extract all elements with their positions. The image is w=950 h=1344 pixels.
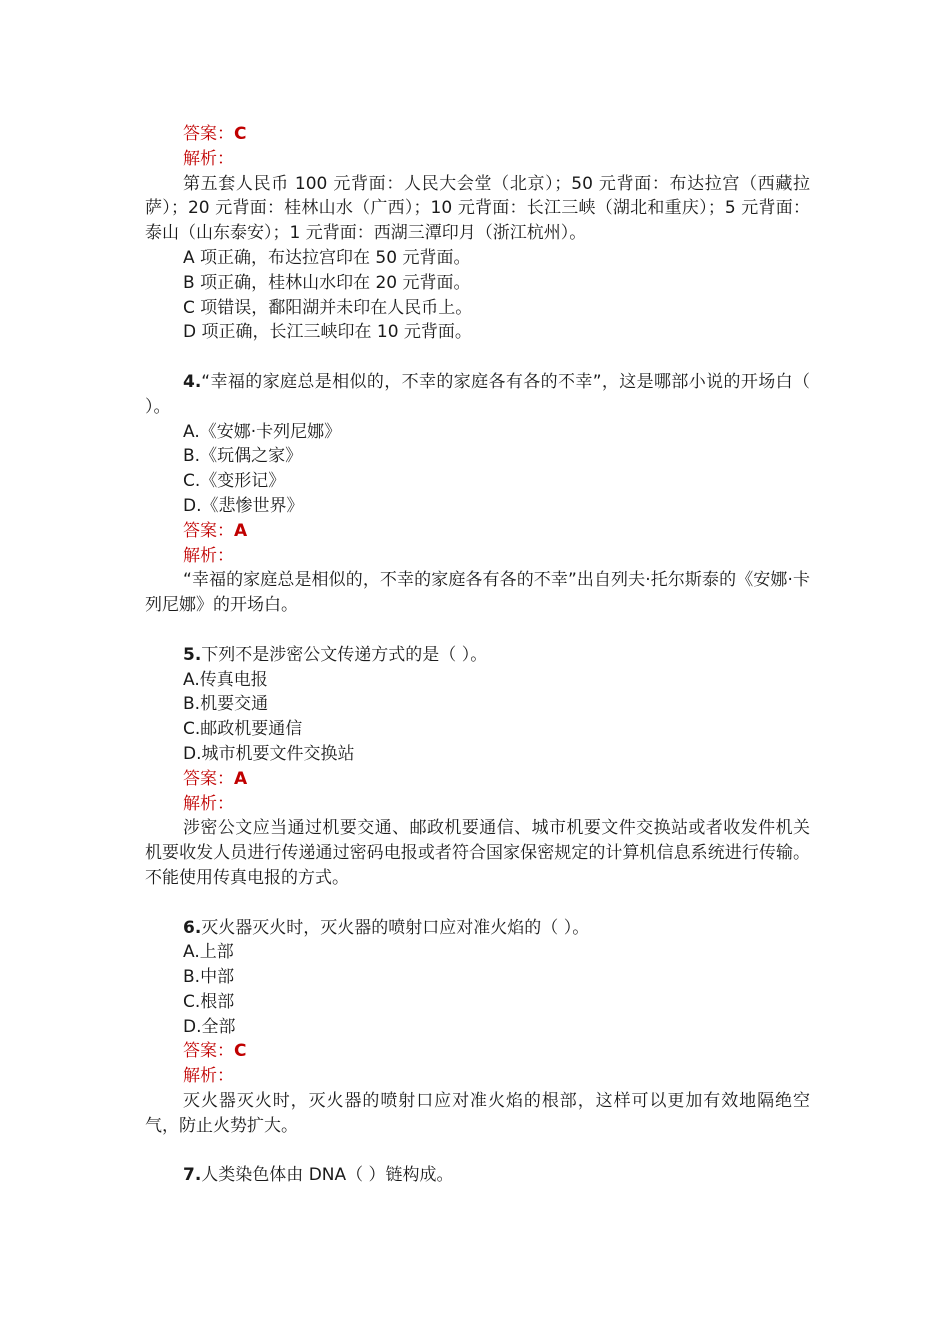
q5-option: A.传真电报 bbox=[183, 669, 268, 690]
q5-option: D.城市机要文件交换站 bbox=[183, 743, 355, 764]
document-content bbox=[145, 122, 810, 1188]
q6-analysis-text: 灭火器灭火时，灭火器的喷射口应对准火焰的根部，这样可以更加有效地隔绝空气，防止火势扩大。 bbox=[145, 1091, 810, 1136]
q6-option: D.全部 bbox=[183, 1016, 236, 1037]
q5-analysis-label: 解析： bbox=[183, 793, 234, 814]
q3-note: D 项正确，长江三峡印在 10 元背面。 bbox=[183, 322, 472, 343]
q6-answer: 答案：C bbox=[183, 1041, 247, 1062]
q4-analysis-text: “幸福的家庭总是相似的，不幸的家庭各有各的不幸”出自列夫·托尔斯泰的《安娜·卡列尼娜》的开场白。 bbox=[145, 570, 810, 616]
q5-answer: 答案：A bbox=[183, 768, 248, 789]
q3-note: C 项错误，鄱阳湖并未印在人民币上。 bbox=[183, 297, 473, 318]
q4-option: A.《安娜·卡列尼娜》 bbox=[183, 421, 342, 442]
q4-option: B.《玩偶之家》 bbox=[183, 446, 303, 467]
q3-analysis-label: 解析： bbox=[183, 148, 234, 169]
q5-stem: 5.下列不是涉密公文传递方式的是（ ）。 bbox=[183, 644, 488, 665]
q4-stem: 4.“幸福的家庭总是相似的，不幸的家庭各有各的不幸”，这是哪部小说的开场白（ ）。 bbox=[145, 371, 810, 417]
q7-stem: 7.人类染色体由 DNA（ ）链构成。 bbox=[183, 1165, 454, 1186]
q6-option: C.根部 bbox=[183, 991, 235, 1012]
q4-option: D.《悲惨世界》 bbox=[183, 495, 304, 516]
q6-analysis-label: 解析： bbox=[183, 1066, 234, 1087]
q6-option: A.上部 bbox=[183, 942, 234, 963]
q3-answer: 答案：C bbox=[183, 124, 247, 144]
q3-analysis-text: 第五套人民币 100 元背面：人民大会堂（北京）；50 元背面：布达拉宫（西藏拉萨）；20 元背面：桂林山水（广西）；10 元背面：长江三峡（湖北和重庆）；5 元背面：泰山（山东泰安）；1 元背面：西湖三潭印月（浙江杭州）。 bbox=[145, 173, 810, 244]
q5-analysis-text: 涉密公文应当通过机要交通、邮政机要通信、城市机要文件交换站或者收发件机关机要收发人员进行传递通过密码电报或者符合国家保密规定的计算机信息系统进行传输。不能使用传真电报的方式。 bbox=[145, 818, 810, 888]
q5-option: B.机要交通 bbox=[183, 694, 269, 715]
q5-option: C.邮政机要通信 bbox=[183, 719, 303, 740]
q4-answer: 答案：A bbox=[183, 520, 248, 541]
q3-note: B 项正确，桂林山水印在 20 元背面。 bbox=[183, 272, 471, 293]
q6-option: B.中部 bbox=[183, 967, 235, 988]
q6-stem: 6.灭火器灭火时，灭火器的喷射口应对准火焰的（ ）。 bbox=[183, 917, 590, 938]
q4-analysis-label: 解析： bbox=[183, 545, 234, 566]
q4-option: C.《变形记》 bbox=[183, 471, 286, 492]
q3-note: A 项正确，布达拉宫印在 50 元背面。 bbox=[183, 247, 471, 268]
